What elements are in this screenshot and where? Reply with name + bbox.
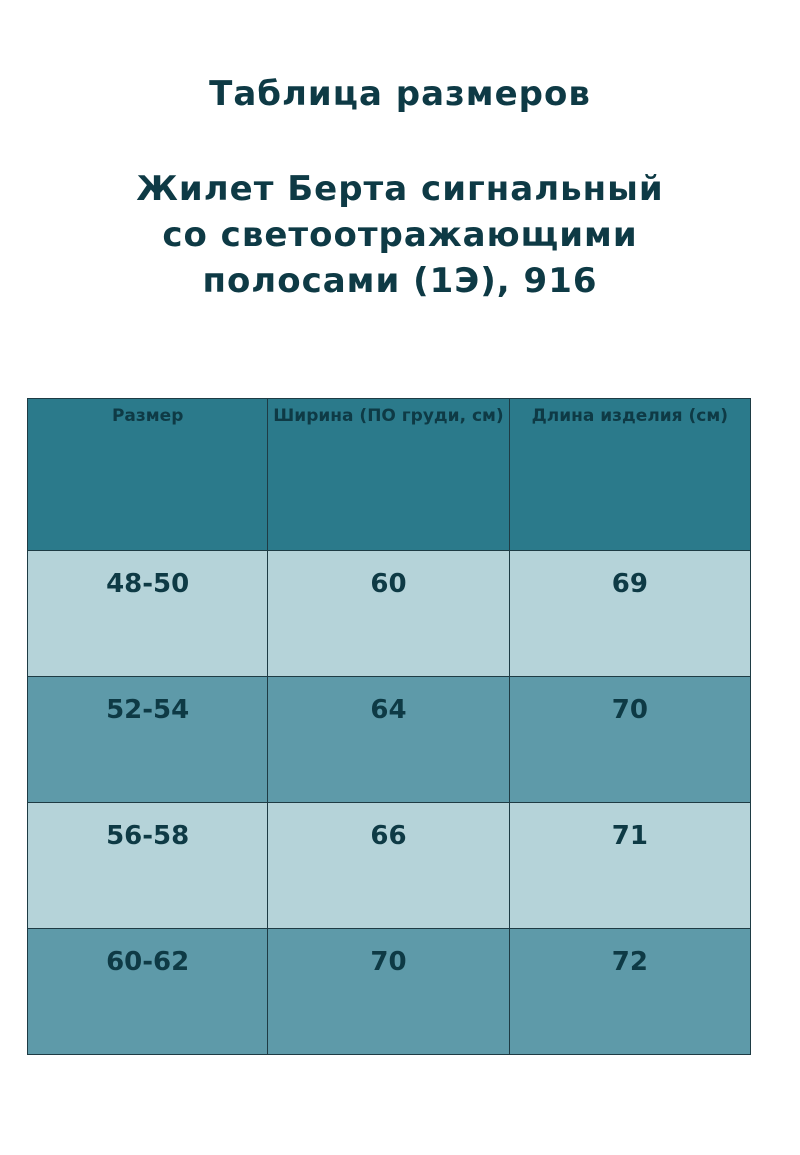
table-row xyxy=(28,929,751,1055)
table-row xyxy=(28,677,751,803)
cell-length: 70 xyxy=(509,677,750,803)
page-title: Таблица размеров xyxy=(209,74,591,114)
cell-length: 72 xyxy=(509,929,750,1055)
column-header-size: Размер xyxy=(28,399,268,551)
cell-size: 48-50 xyxy=(28,551,268,677)
size-table xyxy=(27,398,751,1055)
cell-width: 64 xyxy=(268,677,509,803)
table-row xyxy=(28,803,751,929)
column-header-width: Ширина (ПО груди, см) xyxy=(268,399,509,551)
table-row xyxy=(28,551,751,677)
product-title-line: полосами (1Э), 916 xyxy=(202,261,598,301)
cell-width: 70 xyxy=(268,929,509,1055)
product-title xyxy=(0,166,800,304)
table-header-row xyxy=(28,399,751,551)
cell-size: 56-58 xyxy=(28,803,268,929)
product-title-line: Жилет Берта сигнальный xyxy=(136,169,664,209)
column-header-length: Длина изделия (см) xyxy=(509,399,750,551)
cell-size: 60-62 xyxy=(28,929,268,1055)
cell-length: 69 xyxy=(509,551,750,677)
cell-width: 60 xyxy=(268,551,509,677)
cell-length: 71 xyxy=(509,803,750,929)
cell-width: 66 xyxy=(268,803,509,929)
product-title-line: со светоотражающими xyxy=(162,215,638,255)
cell-size: 52-54 xyxy=(28,677,268,803)
